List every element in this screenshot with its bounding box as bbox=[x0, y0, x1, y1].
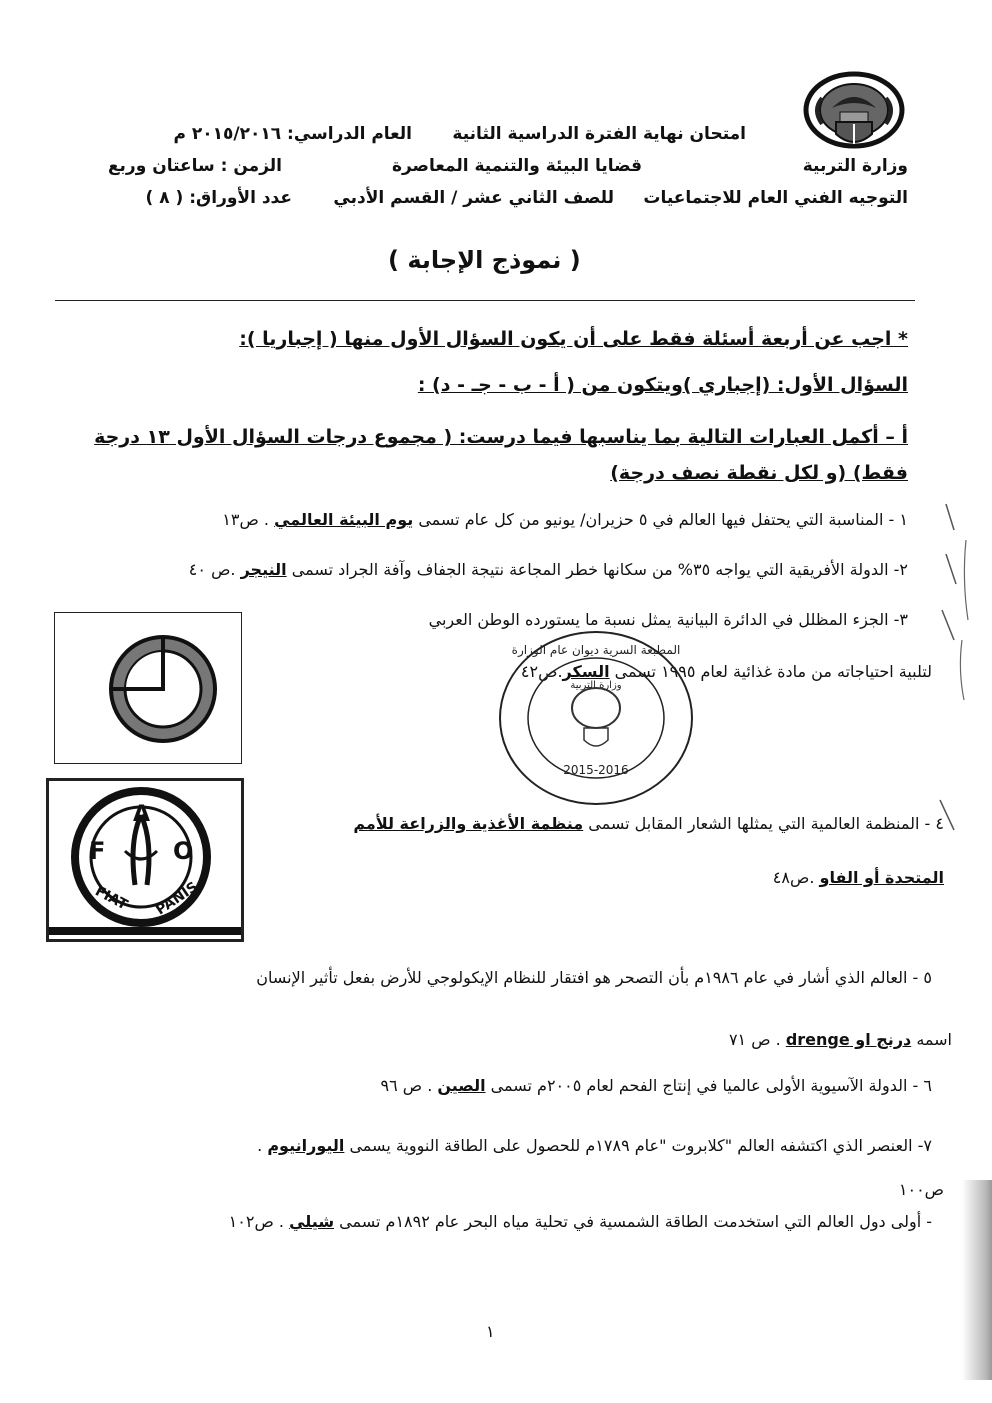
item-4-line-1 bbox=[353, 814, 944, 833]
item-7-text: ٧- العنصر الذي اكتشفه العالم "كلابروت "عام ١٧٨٩م للحصول على الطاقة النووية يسمى bbox=[344, 1136, 932, 1155]
item-4-line-2 bbox=[773, 868, 944, 887]
stamp-ring-text: المطبعة السرية ديوان عام الوزارة bbox=[511, 643, 681, 657]
item-7-ref: . bbox=[257, 1136, 268, 1155]
stamp-center-text: وزارة التربية bbox=[570, 680, 622, 691]
fao-motto-panis: PANIS bbox=[153, 879, 201, 919]
item-4-ref: .ص٤٨ bbox=[772, 868, 820, 887]
fao-letter-a: A bbox=[133, 802, 151, 827]
margin-grading-marks bbox=[932, 500, 982, 840]
answer-key-title: ( نموذج الإجابة ) bbox=[388, 246, 581, 274]
exam-duration: الزمن : ساعتان وربع bbox=[107, 156, 282, 176]
item-2-ref: .ص ٤٠ bbox=[188, 560, 241, 579]
fao-letter-f: F bbox=[89, 837, 106, 865]
item-8-answer: شيلي bbox=[289, 1212, 335, 1231]
item-4-text: ٤ - المنظمة العالمية التي يمثلها الشعار المقابل تسمى bbox=[583, 814, 944, 833]
item-4-answer: منظمة الأغذية والزراعة للأمم bbox=[353, 814, 584, 833]
item-3-line-1: ٣- الجزء المظلل في الدائرة البيانية يمثل نسبة ما يستورده الوطن العربي bbox=[428, 610, 908, 629]
item-2-text: ٢- الدولة الأفريقية التي يواجه ٣٥% من سكانها خطر المجاعة نتيجة الجفاف وآفة الجراد تسمى bbox=[286, 560, 908, 579]
item-7-page-ref: ص١٠٠ bbox=[898, 1180, 944, 1199]
item-2-answer: النيجر bbox=[240, 560, 287, 579]
item-7-answer: اليورانيوم bbox=[267, 1136, 345, 1155]
page-number: ١ bbox=[486, 1322, 495, 1341]
technical-guidance: التوجيه الفني العام للاجتماعيات bbox=[643, 188, 908, 208]
ministry-name: وزارة التربية bbox=[802, 156, 908, 176]
item-3-text: لتلبية احتياجاته من مادة غذائية لعام ١٩٩٥ تسمى bbox=[609, 662, 932, 681]
part-a-grading: فقط) (و لكل نقطة نصف درجة) bbox=[610, 462, 908, 484]
item-5-text: اسمه bbox=[911, 1030, 952, 1049]
item-6 bbox=[381, 1076, 933, 1095]
item-5-line-1: ٥ - العالم الذي أشار في عام ١٩٨٦م بأن التصحر هو افتقار للنظام الإيكولوجي للأرض بفعل تأثير الإنسان bbox=[256, 968, 932, 987]
item-8-ref: . ص١٠٢ bbox=[228, 1212, 290, 1231]
item-1-text: ١ - المناسبة التي يحتفل فيها العالم في ٥ حزيران/ يونيو من كل عام تسمى bbox=[413, 510, 908, 529]
item-6-text: ٦ - الدولة الآسيوية الأولى عالميا في إنتاج الفحم لعام ٢٠٠٥م تسمى bbox=[485, 1076, 932, 1095]
item-8 bbox=[229, 1212, 932, 1231]
academic-year: العام الدراسي: ٢٠١٥/٢٠١٦ م bbox=[173, 124, 412, 144]
fao-motto-fiat: FIAT bbox=[92, 883, 131, 914]
pie-chart-figure bbox=[54, 612, 242, 764]
official-stamp bbox=[496, 628, 696, 808]
grade-level: للصف الثاني عشر / القسم الأدبي bbox=[333, 188, 614, 208]
fao-logo-icon bbox=[49, 781, 241, 939]
item-7 bbox=[257, 1136, 932, 1155]
item-1-ref: . ص١٣ bbox=[222, 510, 275, 529]
instructions: * اجب عن أربعة أسئلة فقط على أن يكون السؤال الأول منها ( إجباريا ): bbox=[239, 328, 908, 350]
header-divider bbox=[55, 300, 915, 301]
scan-edge-shadow bbox=[962, 1180, 992, 1380]
exam-title: امتحان نهاية الفترة الدراسية الثانية bbox=[452, 124, 746, 144]
question-1-heading: السؤال الأول: (إجباري )ويتكون من ( أ - ب - جـ - د) : bbox=[417, 374, 908, 396]
item-1-answer: يوم البيئة العالمي bbox=[274, 510, 414, 529]
part-a-instruction: أ – أكمل العبارات التالية بما يناسبها فيما درست: ( مجموع درجات السؤال الأول ١٣ درجة bbox=[94, 426, 908, 448]
item-6-ref: . ص ٩٦ bbox=[380, 1076, 438, 1095]
fao-letter-o: O bbox=[173, 837, 194, 865]
fao-logo-figure bbox=[46, 778, 244, 942]
item-6-answer: الصين bbox=[437, 1076, 486, 1095]
item-8-text: - أولى دول العالم التي استخدمت الطاقة الشمسية في تحلية مياه البحر عام ١٨٩٢م تسمى bbox=[334, 1212, 932, 1231]
item-5-answer: درنج او drenge bbox=[785, 1030, 912, 1049]
item-4-answer-cont: المتحدة أو الفاو bbox=[819, 868, 944, 887]
ministry-shield-icon bbox=[832, 120, 876, 150]
subject-name: قضايا البيئة والتنمية المعاصرة bbox=[391, 156, 642, 176]
item-5-ref: . ص ٧١ bbox=[728, 1030, 786, 1049]
item-5-line-2 bbox=[729, 1030, 952, 1049]
item-3-ref: .ص٤٢ bbox=[520, 662, 563, 681]
item-3-answer: السكر bbox=[562, 662, 610, 681]
stamp-years: 2015-2016 bbox=[563, 763, 629, 777]
item-1 bbox=[222, 510, 908, 529]
item-2 bbox=[189, 560, 908, 579]
page-count: عدد الأوراق: ( ٨ ) bbox=[145, 188, 292, 208]
pie-chart-icon bbox=[55, 613, 241, 763]
